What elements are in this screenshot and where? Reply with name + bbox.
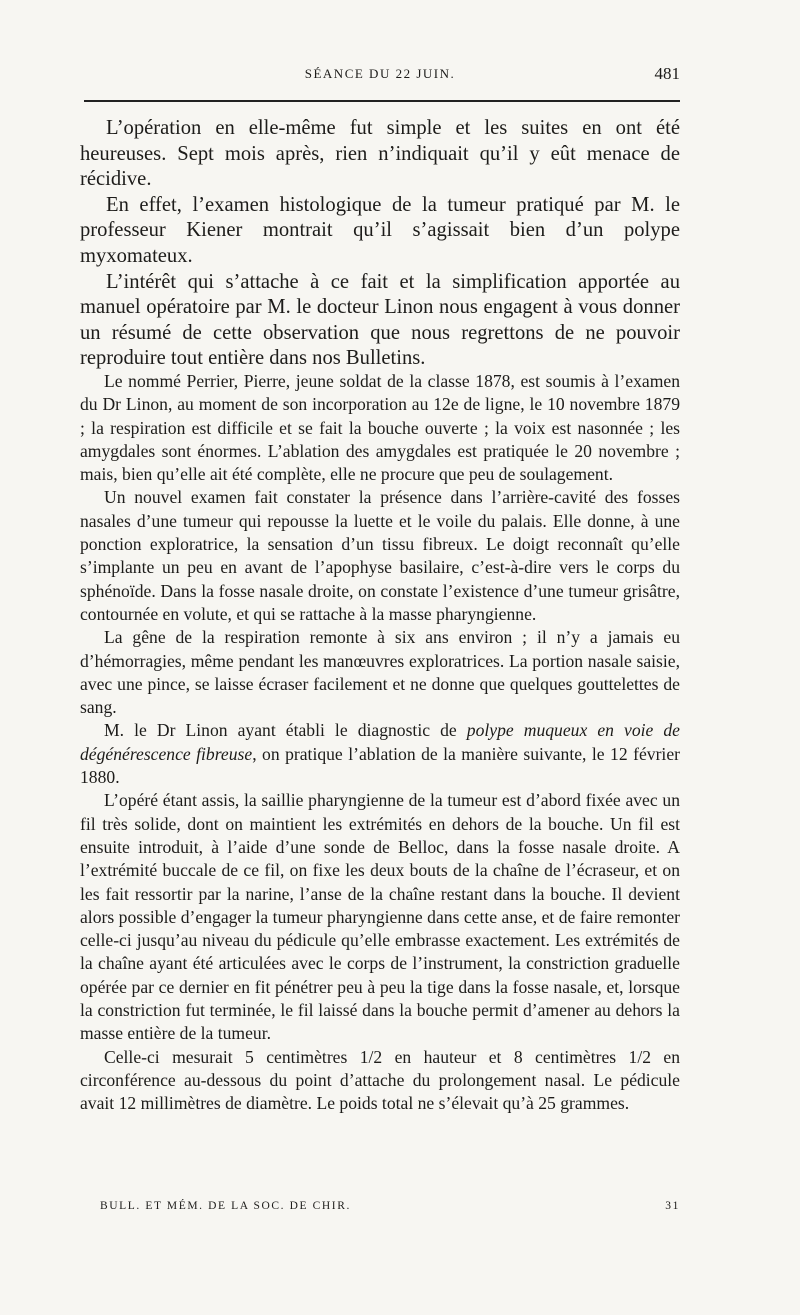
intro-paragraph: En effet, l’examen histologique de la tumeur pratiqué par M. le professeur Kiener montrait qu’il s’agissait bien d’un polype myxomateux. <box>80 193 680 267</box>
observation-paragraph: L’opéré étant assis, la saillie pharyngienne de la tumeur est d’abord fixée avec un fil très solide, dont on maintient les extrémités en dehors de la bouche. Un fil est ensuite introduit, à l’aide d’une sonde de Belloc, dans la fosse nasale droite. A l’extrémité buccale de ce fil, on fixe les deux bouts de la chaîne de l’écraseur, et on les fait ressortir par la narine, l’anse de la chaîne restant dans la bouche. Il devient alors possible d’engager la tumeur pharyngienne dans cette anse, et de faire remonter celle-ci jusqu’au niveau du pédicule qu’elle embrasse exactement. Les extrémités de la chaîne ayant été articulées avec le corps de l’instrument, la constriction graduelle opérée par ce dernier en fit pénétrer peu à peu la tige dans la fosse nasale, et, lorsque la constriction fut terminée, le fil laissé dans la bouche permit d’amener au dehors la masse entière de la tumeur. <box>80 790 680 1044</box>
diagnosis-lead: M. le Dr Linon ayant établi le diagnostic de <box>104 720 467 741</box>
observation-paragraph <box>80 719 680 789</box>
running-title: SÉANCE DU 22 JUIN. <box>304 66 456 81</box>
diagnosis-tail: , on pratique l’ablation de la manière suivante, le 12 février 1880. <box>80 743 680 788</box>
observation-paragraph: Un nouvel examen fait constater la présence dans l’arrière-cavité des fosses nasales d’une tumeur qui repousse la luette et le voile du palais. Elle donne, à une ponction exploratrice, la sensation d’un tissu fibreux. Le doigt reconnaît qu’elle s’implante un peu en avant de l’apophyse basilaire, c’est-à-dire vers le corps du sphénoïde. Dans la fosse nasale droite, on constate l’existence d’une tumeur grisâtre, contournée en volute, et qui se rattache à la masse pharyngienne. <box>80 487 680 624</box>
observation-paragraph: La gêne de la respiration remonte à six ans environ ; il n’y a jamais eu d’hémorragies, même pendant les manœuvres exploratrices. La portion nasale saisie, avec une pince, se laisse écraser facilement et ne donne que quelques gouttelettes de sang. <box>80 627 680 718</box>
intro-text <box>80 116 680 372</box>
footer-journal: BULL. ET MÉM. DE LA SOC. DE CHIR. <box>100 1200 351 1212</box>
diagnosis-italic: polype muqueux en voie de dégénérescence fibreuse <box>80 720 680 764</box>
page-number: 481 <box>654 64 680 83</box>
running-header <box>80 64 680 88</box>
observation-paragraph: Le nommé Perrier, Pierre, jeune soldat de la classe 1878, est soumis à l’examen du Dr Linon, au moment de son incorporation au 12e de ligne, le 10 novembre 1879 ; la respiration est difficile et se fait la bouche ouverte ; la voix est nasonnée ; les amygdales sont énormes. L’ablation des amygdales est pratiquée le 20 novembre ; mais, bien qu’elle ait été complète, elle ne procure que peu de soulagement. <box>80 371 680 485</box>
observation-text <box>80 370 680 1116</box>
header-rule <box>84 100 680 102</box>
observation-paragraph: Celle-ci mesurait 5 centimètres 1/2 en hauteur et 8 centimètres 1/2 en circonférence au-dessous du point d’attache du prolongement nasal. Le pédicule avait 12 millimètres de diamètre. Le poids total ne s’élevait qu’à 25 grammes. <box>80 1046 680 1114</box>
intro-paragraph: L’intérêt qui s’attache à ce fait et la simplification apportée au manuel opératoire par M. le docteur Linon nous engagent à vous donner un résumé de cette observation que nous regrettons de ne pouvoir reproduire tout entière dans nos Bulletins. <box>80 270 680 370</box>
page-footer <box>80 1200 680 1220</box>
footer-signature: 31 <box>665 1200 680 1212</box>
intro-paragraph: L’opération en elle-même fut simple et les suites en ont été heureuses. Sept mois après, rien n’indiquait qu’il y eût menace de récidive. <box>80 117 680 191</box>
